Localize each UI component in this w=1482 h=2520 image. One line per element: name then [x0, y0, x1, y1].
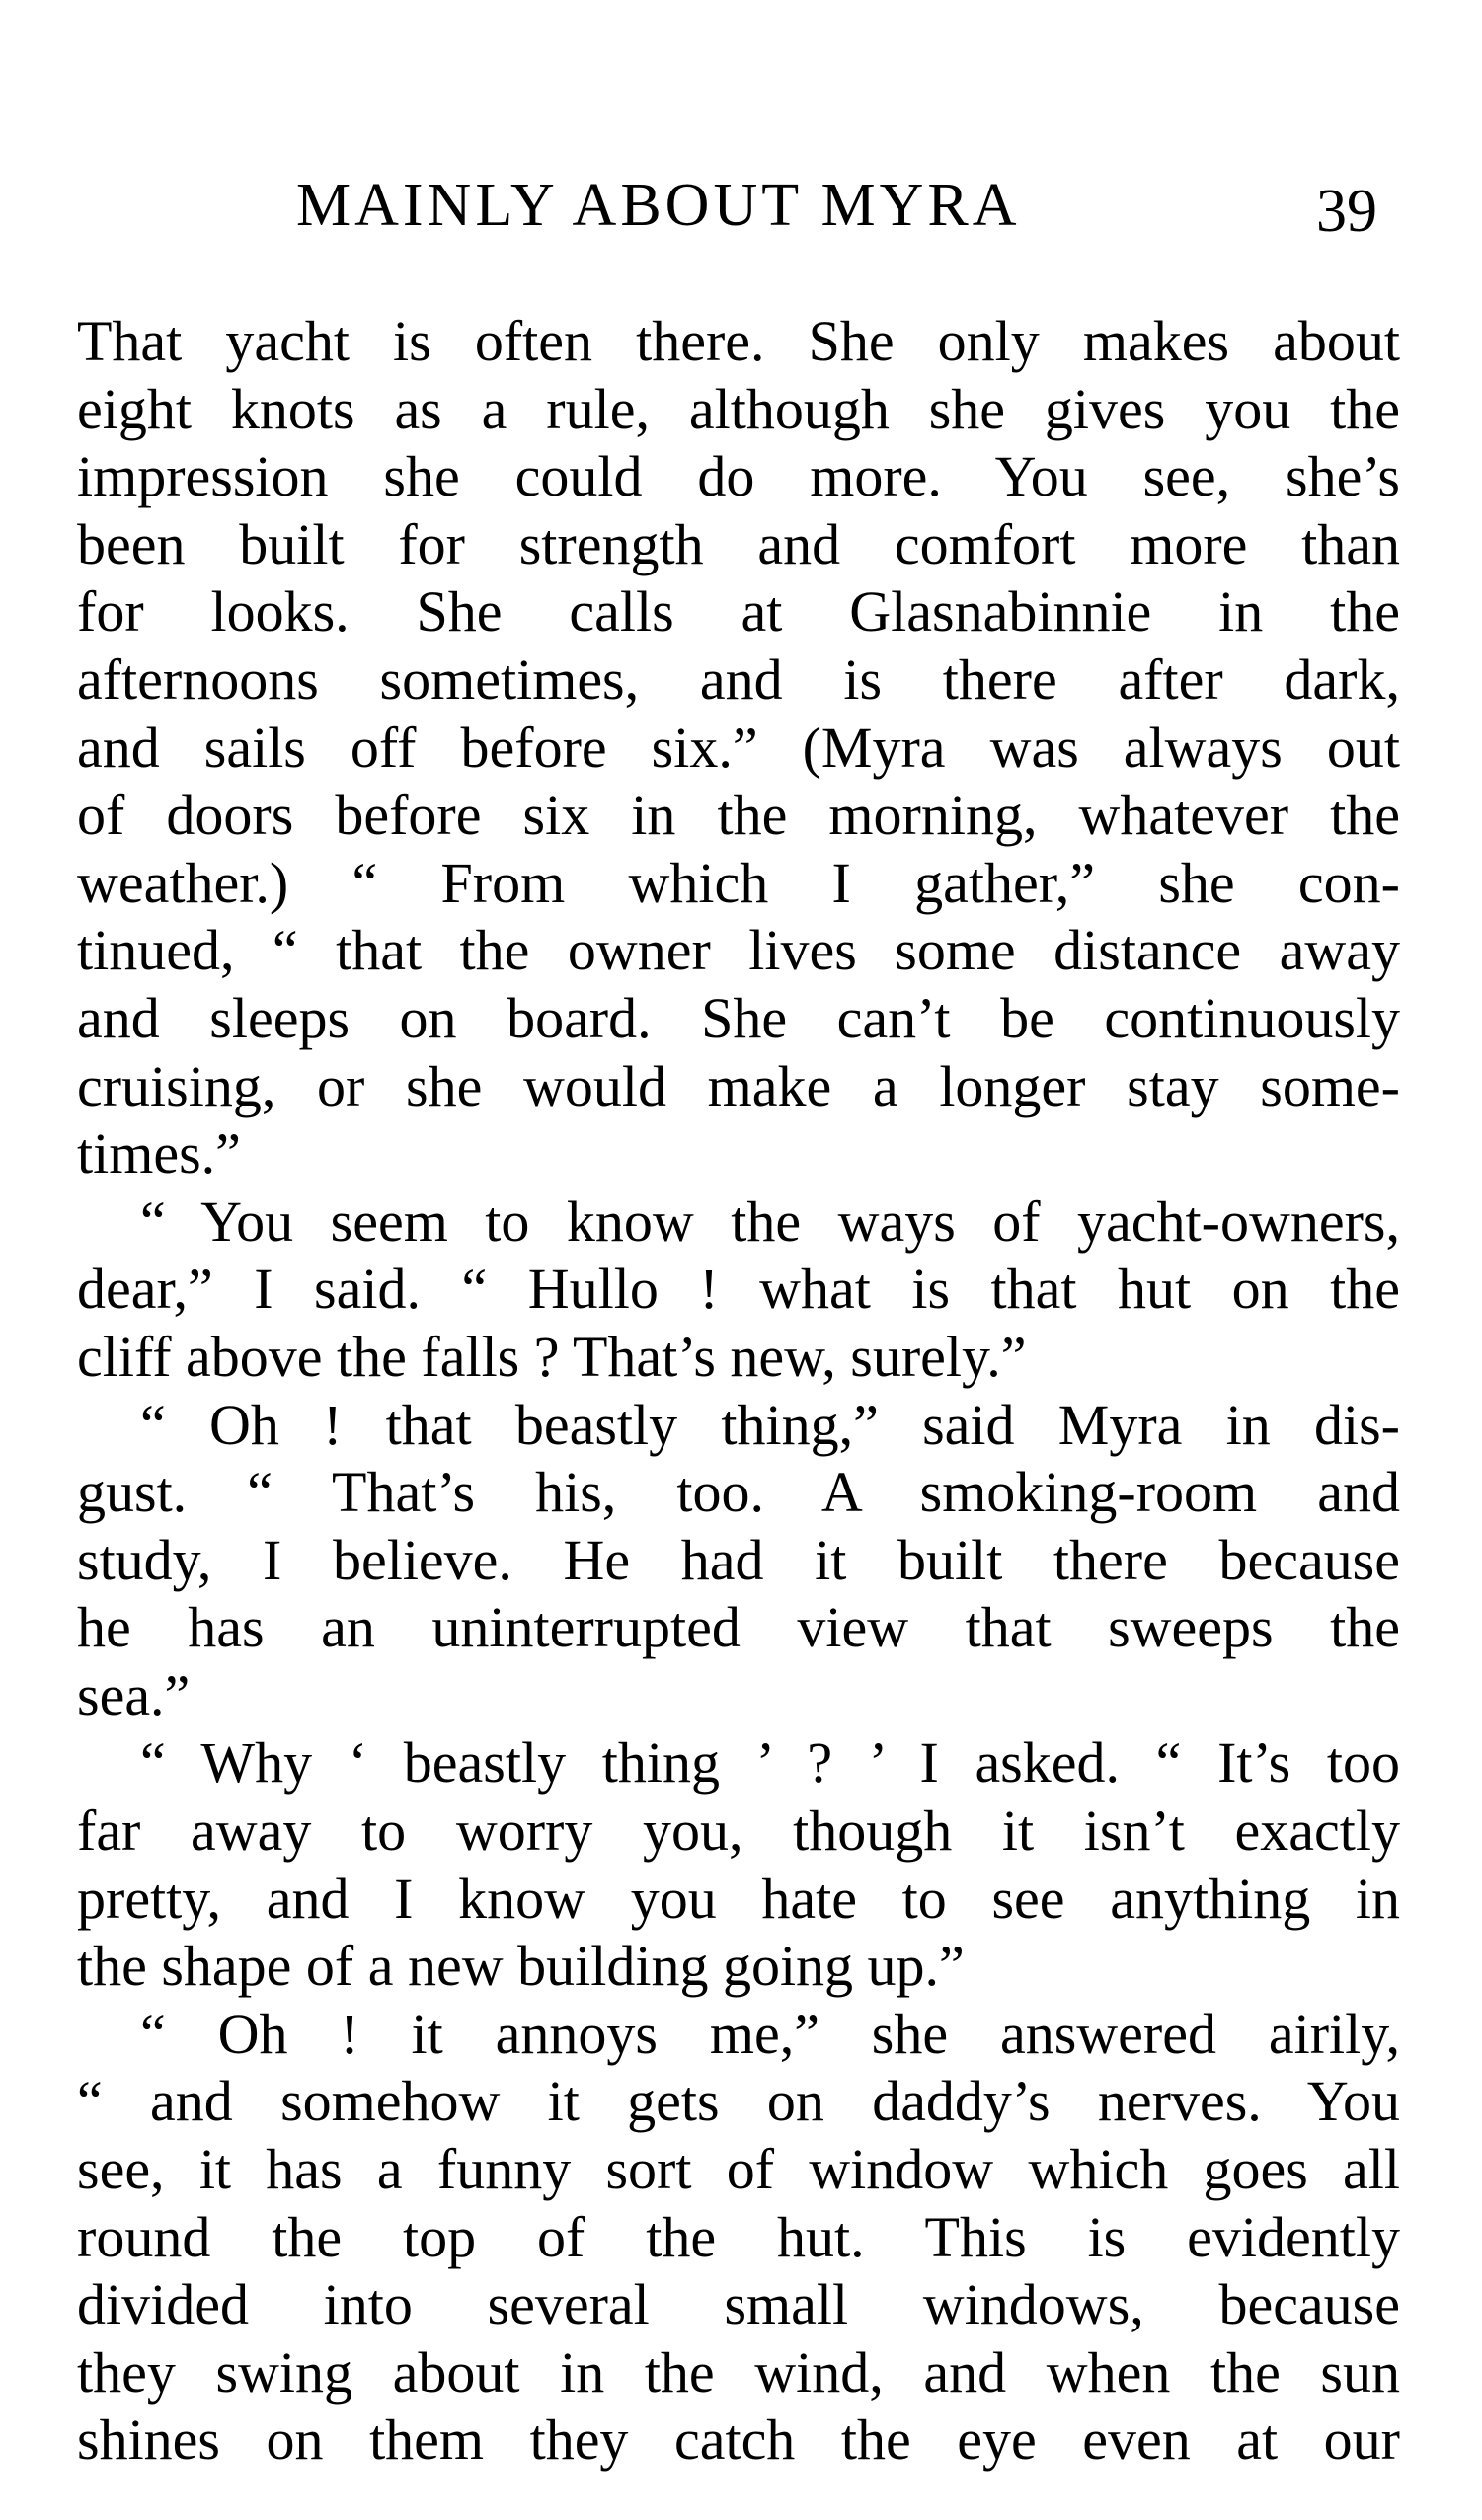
text-line: round the top of the hut. This is evidently — [77, 2204, 1400, 2269]
text-line: “ and somehow it gets on daddy’s nerves. You — [77, 2069, 1400, 2134]
text-line: been built for strength and comfort more than — [77, 511, 1400, 576]
text-line: cliff above the falls ? That’s new, surely.” — [77, 1324, 1027, 1389]
text-line: “ You seem to know the ways of yacht-owners, — [140, 1188, 1400, 1254]
text-line: dear,” I said. “ Hullo ! what is that hut on the — [77, 1257, 1400, 1322]
page-header — [0, 166, 1482, 245]
text-line: weather.) “ From which I gather,” she con- — [77, 850, 1400, 915]
text-line: “ Why ‘ beastly thing ’ ? ’ I asked. “ It’s too — [140, 1730, 1400, 1795]
text-line: gust. “ That’s his, too. A smoking-room and — [77, 1460, 1400, 1525]
text-line: afternoons sometimes, and is there after dark, — [77, 647, 1400, 712]
text-line: far away to worry you, though it isn’t exactly — [77, 1798, 1400, 1864]
text-line: he has an uninterrupted view that sweeps the — [77, 1595, 1400, 1660]
body-text — [77, 308, 1400, 2475]
text-line: and sails off before six.” (Myra was always out — [77, 715, 1400, 780]
text-line: That yacht is often there. She only makes about — [77, 309, 1400, 373]
text-line: for looks. She calls at Glasnabinnie in the — [77, 579, 1400, 645]
text-line: of doors before six in the morning, whatever the — [77, 783, 1400, 848]
text-line: shines on them they catch the eye even at our — [77, 2407, 1400, 2473]
text-line: see, it has a funny sort of window which goes all — [77, 2137, 1400, 2202]
text-line: the shape of a new building going up.” — [77, 1934, 965, 1999]
text-line: sea.” — [77, 1662, 191, 1727]
text-line: “ Oh ! that beastly thing,” said Myra in dis- — [140, 1392, 1400, 1457]
text-line: eight knots as a rule, although she gives you the — [77, 376, 1400, 441]
text-line: “ Oh ! it annoys me,” she answered airily, — [140, 2001, 1400, 2066]
page-number: 39 — [1316, 178, 1377, 245]
text-line: study, I believe. He had it built there because — [77, 1527, 1400, 1592]
text-line: tinued, “ that the owner lives some distance away — [77, 918, 1400, 983]
text-line: divided into several small windows, because — [77, 2272, 1400, 2337]
text-line: they swing about in the wind, and when the sun — [77, 2339, 1400, 2405]
text-line: times.” — [77, 1121, 241, 1186]
text-line: and sleeps on board. She can’t be continuously — [77, 985, 1400, 1050]
text-line: impression she could do more. You see, she’s — [77, 444, 1400, 509]
running-title: MAINLY ABOUT MYRA — [296, 172, 1021, 239]
text-line: pretty, and I know you hate to see anything in — [77, 1866, 1400, 1931]
text-line: cruising, or she would make a longer stay some- — [77, 1053, 1400, 1118]
